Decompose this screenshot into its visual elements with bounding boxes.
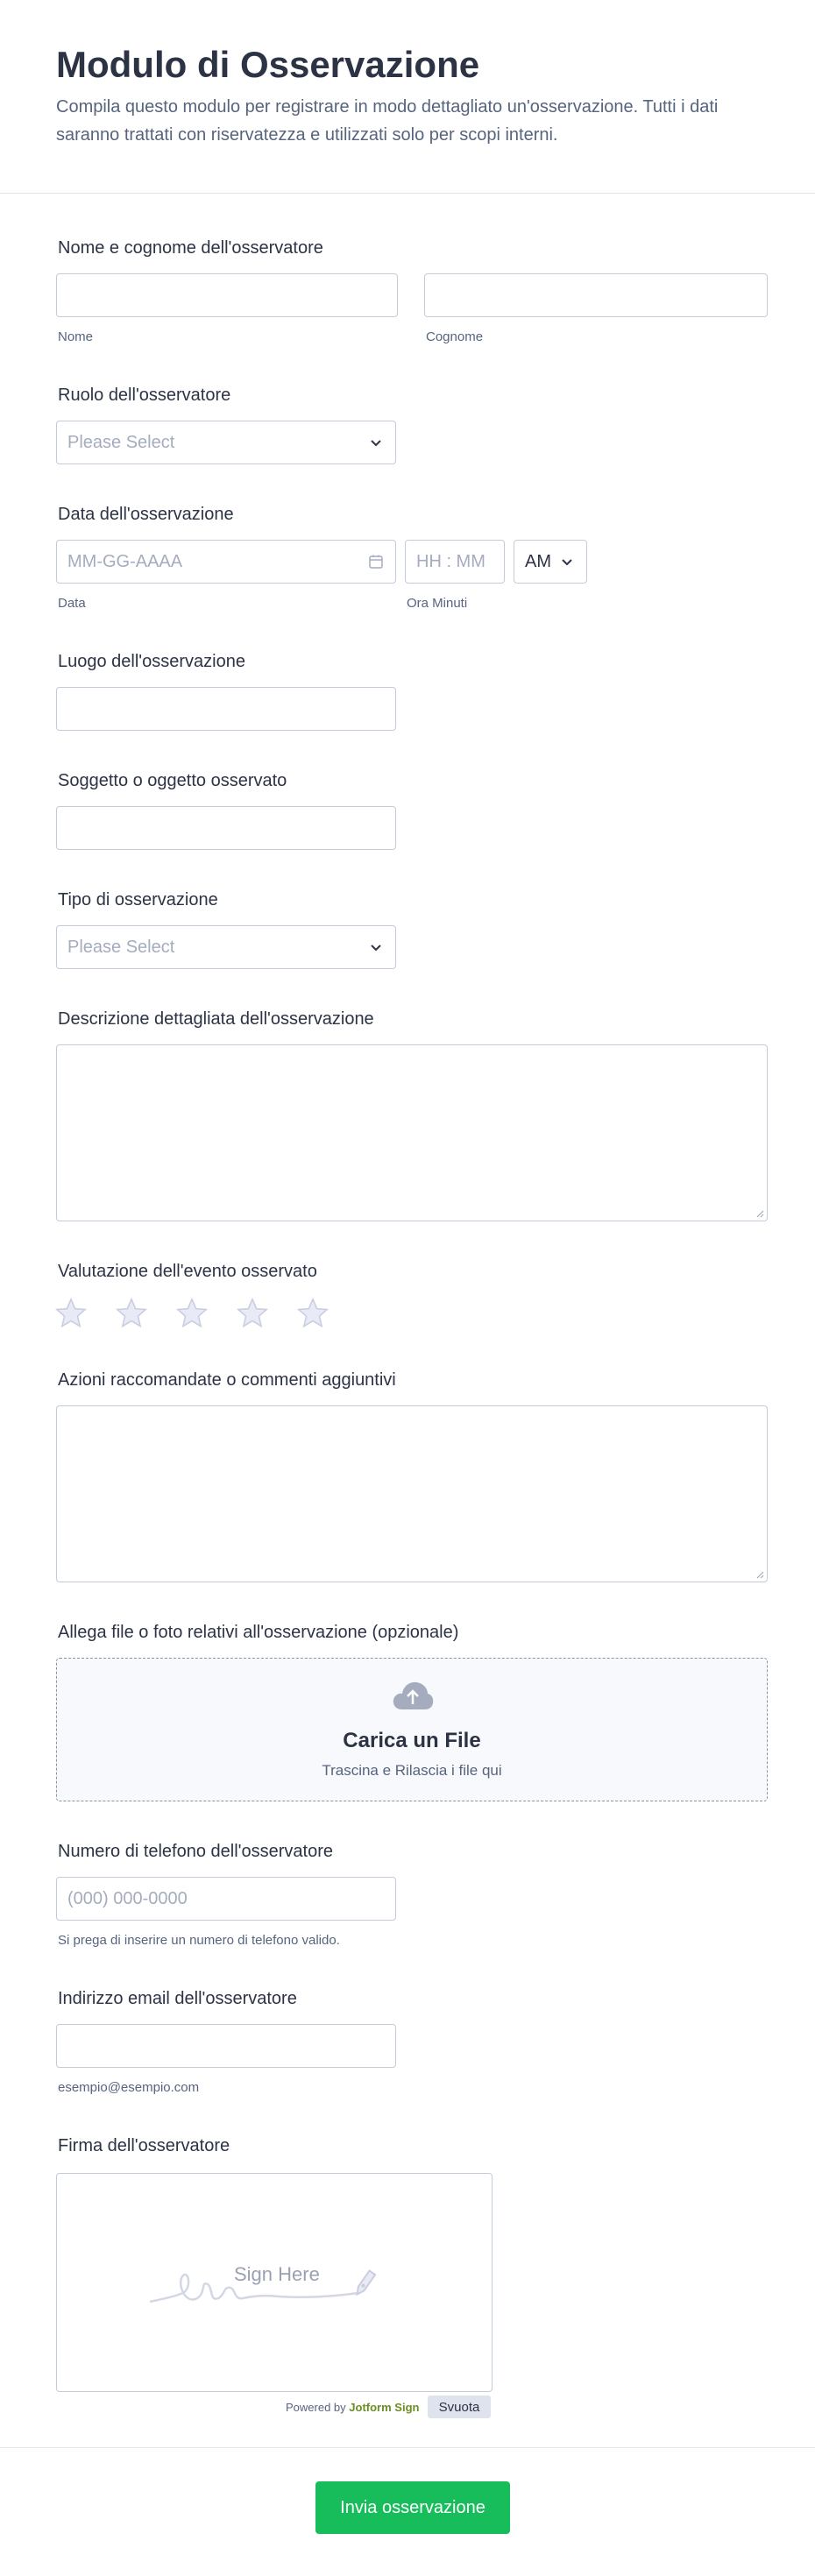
location-input[interactable] <box>56 687 396 731</box>
signature-label: Firma dell'osservatore <box>58 2136 230 2155</box>
calendar-icon[interactable] <box>368 554 384 570</box>
subject-input[interactable] <box>56 806 396 850</box>
email-input[interactable] <box>56 2024 396 2068</box>
powered-by <box>286 2401 419 2414</box>
form-title: Modulo di Osservazione <box>56 44 480 85</box>
observer-name-label: Nome e cognome dell'osservatore <box>58 238 323 258</box>
last-name-input[interactable] <box>424 273 768 317</box>
date-label: Data dell'osservazione <box>58 505 234 524</box>
submit-button[interactable]: Invia osservazione <box>315 2481 510 2534</box>
description-label: Descrizione dettagliata dell'osservazione <box>58 1009 374 1029</box>
last-name-sublabel: Cognome <box>426 329 484 344</box>
role-label: Ruolo dell'osservatore <box>58 386 231 405</box>
footer-divider <box>0 2447 815 2448</box>
type-select-value: Please Select <box>67 937 175 957</box>
date-input[interactable] <box>56 540 396 584</box>
upload-label: Allega file o foto relativi all'osservazione (opzionale) <box>58 1623 459 1642</box>
powered-prefix: Powered by <box>286 2401 346 2414</box>
ampm-select[interactable] <box>514 540 587 584</box>
email-sublabel: esempio@esempio.com <box>58 2080 200 2095</box>
rating-label: Valutazione dell'evento osservato <box>58 1262 317 1281</box>
chevron-down-icon <box>369 940 383 954</box>
description-textarea[interactable] <box>56 1044 768 1221</box>
role-select[interactable] <box>56 421 396 464</box>
phone-label: Numero di telefono dell'osservatore <box>58 1842 333 1861</box>
star-rating[interactable] <box>54 1297 330 1330</box>
time-input[interactable] <box>405 540 505 584</box>
date-field[interactable] <box>56 540 396 584</box>
type-label: Tipo di osservazione <box>58 890 218 909</box>
star-icon[interactable] <box>115 1297 148 1330</box>
star-icon[interactable] <box>175 1297 209 1330</box>
resize-grip-icon[interactable] <box>755 1570 764 1579</box>
description-field[interactable] <box>56 1044 768 1221</box>
resize-grip-icon[interactable] <box>755 1209 764 1218</box>
signature-placeholder: Sign Here <box>234 2263 320 2285</box>
form-header <box>0 0 815 194</box>
subject-label: Soggetto o oggetto osservato <box>58 771 287 790</box>
first-name-input[interactable] <box>56 273 398 317</box>
cloud-upload-icon <box>392 1678 434 1713</box>
chevron-down-icon <box>560 555 574 569</box>
jotform-sign-brand: Jotform Sign <box>349 2401 420 2414</box>
type-select[interactable] <box>56 925 396 969</box>
actions-label: Azioni raccomandate o commenti aggiuntivi <box>58 1370 396 1390</box>
actions-field[interactable] <box>56 1405 768 1582</box>
first-name-sublabel: Nome <box>58 329 94 344</box>
upload-title: Carica un File <box>343 1729 481 1752</box>
clear-signature-button[interactable]: Svuota <box>428 2396 491 2418</box>
upload-subtitle: Trascina e Rilascia i file qui <box>322 1762 502 1779</box>
form-description: Compila questo modulo per registrare in modo dettagliato un'osservazione. Tutti i dati saranno trattati con riservatezza e utilizzati solo per scopi interni. <box>56 97 719 145</box>
star-icon[interactable] <box>236 1297 269 1330</box>
time-sublabel: Ora Minuti <box>407 596 468 611</box>
file-upload-dropzone[interactable] <box>56 1658 768 1801</box>
actions-textarea[interactable] <box>56 1405 768 1582</box>
role-select-value: Please Select <box>67 432 175 452</box>
ampm-value: AM <box>525 551 551 571</box>
chevron-down-icon <box>369 435 383 449</box>
phone-input[interactable] <box>56 1877 396 1921</box>
date-sublabel: Data <box>58 596 86 611</box>
phone-sublabel: Si prega di inserire un numero di telefono valido. <box>58 1933 340 1948</box>
location-label: Luogo dell'osservazione <box>58 652 245 671</box>
signature-pad[interactable] <box>56 2173 493 2392</box>
email-label: Indirizzo email dell'osservatore <box>58 1989 297 2008</box>
star-icon[interactable] <box>296 1297 330 1330</box>
star-icon[interactable] <box>54 1297 88 1330</box>
